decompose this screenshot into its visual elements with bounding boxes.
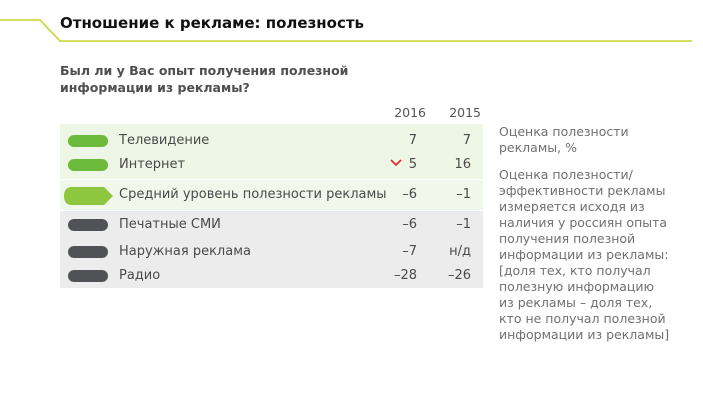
row-marker-pill (68, 135, 108, 147)
question-text: Был ли у Вас опыт получения полезной информации из рекламы? (60, 63, 349, 95)
value-2015: –26 (447, 268, 471, 283)
table-row-outdoor-advertising (60, 240, 483, 264)
column-header-2015: 2015 (449, 105, 481, 120)
table-row-television (60, 129, 483, 153)
row-label: Телевидение (119, 133, 210, 148)
table-row-radio (60, 264, 483, 288)
note-line: из рекламы – доля тех, (499, 295, 653, 310)
row-marker-pill (68, 246, 108, 258)
note-line: Оценка полезности/ (499, 167, 633, 182)
note-line: получения полезной (499, 231, 636, 246)
table-row-average (60, 183, 483, 207)
value-2016: 7 (408, 133, 417, 148)
note-line: рекламы, % (499, 140, 577, 155)
note-line: наличия у россиян опыта (499, 215, 668, 230)
note-line: [доля тех, кто получал (499, 263, 651, 278)
average-marker-pill (64, 186, 114, 206)
value-2015: 16 (454, 157, 471, 172)
page-title: Отношение к рекламе: полезность (60, 14, 365, 32)
table-row-internet (60, 153, 483, 177)
row-marker-pill (68, 270, 108, 282)
value-2016: –6 (402, 217, 417, 232)
value-2015: –1 (456, 217, 471, 232)
note-line: информации из рекламы] (499, 327, 670, 342)
note-line: полезную информацию (499, 279, 655, 294)
value-2015: –1 (456, 187, 471, 202)
value-2015: н/д (449, 244, 471, 259)
row-label: Наружная реклама (119, 244, 251, 259)
row-marker-pill (68, 219, 108, 231)
value-2016: 5 (408, 157, 417, 172)
row-label: Средний уровень полезности рекламы (119, 187, 387, 202)
row-marker-pill (68, 159, 108, 171)
note-line: кто не получал полезной (499, 311, 666, 326)
table-row-print-media (60, 213, 483, 237)
note-line: эффективности рекламы (499, 183, 666, 198)
value-2015: 7 (462, 133, 471, 148)
value-2016: –7 (402, 244, 417, 259)
note-line: измеряется исходя из (499, 199, 645, 214)
value-2016: –6 (402, 187, 417, 202)
unit-note (499, 124, 689, 156)
column-header-2016: 2016 (394, 105, 426, 120)
row-label: Интернет (119, 157, 186, 172)
value-2016: –28 (393, 268, 417, 283)
row-label: Печатные СМИ (119, 217, 221, 232)
note-line: Оценка полезности (499, 124, 629, 139)
methodology-note (499, 167, 689, 343)
row-label: Радио (119, 268, 161, 283)
note-line: информации из рекламы: (499, 247, 669, 262)
